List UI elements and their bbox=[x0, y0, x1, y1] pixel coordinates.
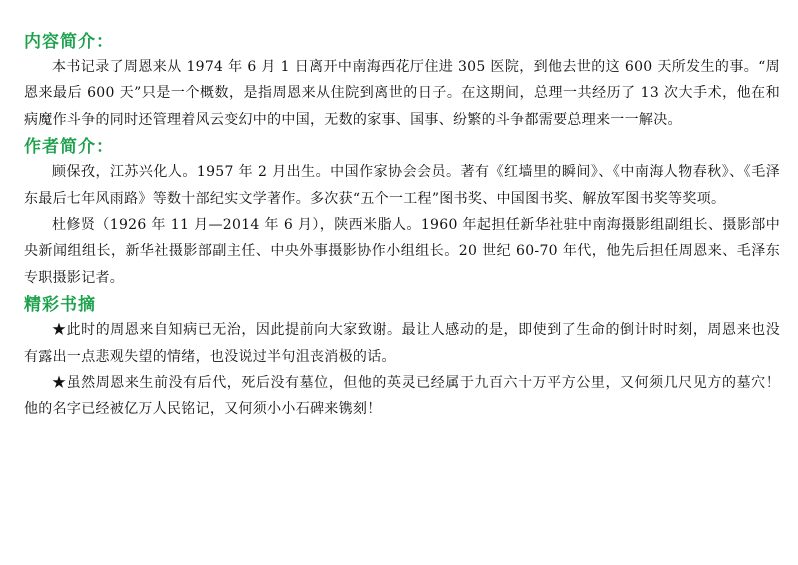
author-du-xiuxian-paragraph: 杜修贤（1926 年 11 月—2014 年 6 月），陕西米脂人。1960 年起担任新华社驻中南海摄影组副组长、摄影部中央新闻组组长，新华社摄影部副主任、中央外事摄影协作小组组长。20 世纪 60-70 年代，他先后担任周恩来、毛泽东专职摄影记者。 bbox=[24, 217, 780, 286]
excerpt-paragraph-1: ★此时的周恩来自知病已无治，因此提前向大家致谢。最让人感动的是，即使到了生命的倒计时时刻，周恩来也没有露出一点悲观失望的情绪，也没说过半句沮丧消极的话。 bbox=[24, 322, 780, 365]
excerpt-heading: 精彩书摘 bbox=[24, 295, 96, 316]
content-intro-heading: 内容简介： bbox=[24, 32, 114, 52]
excerpt-paragraph-2: ★虽然周恩来生前没有后代，死后没有墓位，但他的英灵已经属于九百六十万平方公里，又何须几尺见方的墓穴！他的名字已经被亿万人民铭记，又何须小小石碑来镌刻！ bbox=[24, 375, 780, 418]
author-gu-baozi-paragraph: 顾保孜，江苏兴化人。1957 年 2 月出生。中国作家协会会员。著有《红墙里的瞬间》、《中南海人物春秋》、《毛泽东最后七年风雨路》等数十部纪实文学著作。多次获“五个一工程”图书奖、中国图书奖、解放军图书奖等奖项。 bbox=[24, 164, 780, 207]
book-intro-page bbox=[24, 30, 780, 423]
excerpt-section bbox=[24, 293, 780, 423]
content-intro-paragraph: 本书记录了周恩来从 1974 年 6 月 1 日离开中南海西花厅住进 305 医院，到他去世的这 600 天所发生的事。“周恩来最后 600 天”只是一个概数，是指周恩来从住院到离世的日子。在这期间，总理一共经历了 13 次大手术，他在和病魔作斗争的同时还管理着风云变幻中的中国，无数的家事、国事、纷繁的斗争都需要总理来一一解决。 bbox=[24, 59, 780, 128]
author-intro-heading: 作者简介： bbox=[24, 137, 114, 158]
content-intro-section bbox=[24, 30, 780, 133]
author-intro-section bbox=[24, 135, 780, 291]
